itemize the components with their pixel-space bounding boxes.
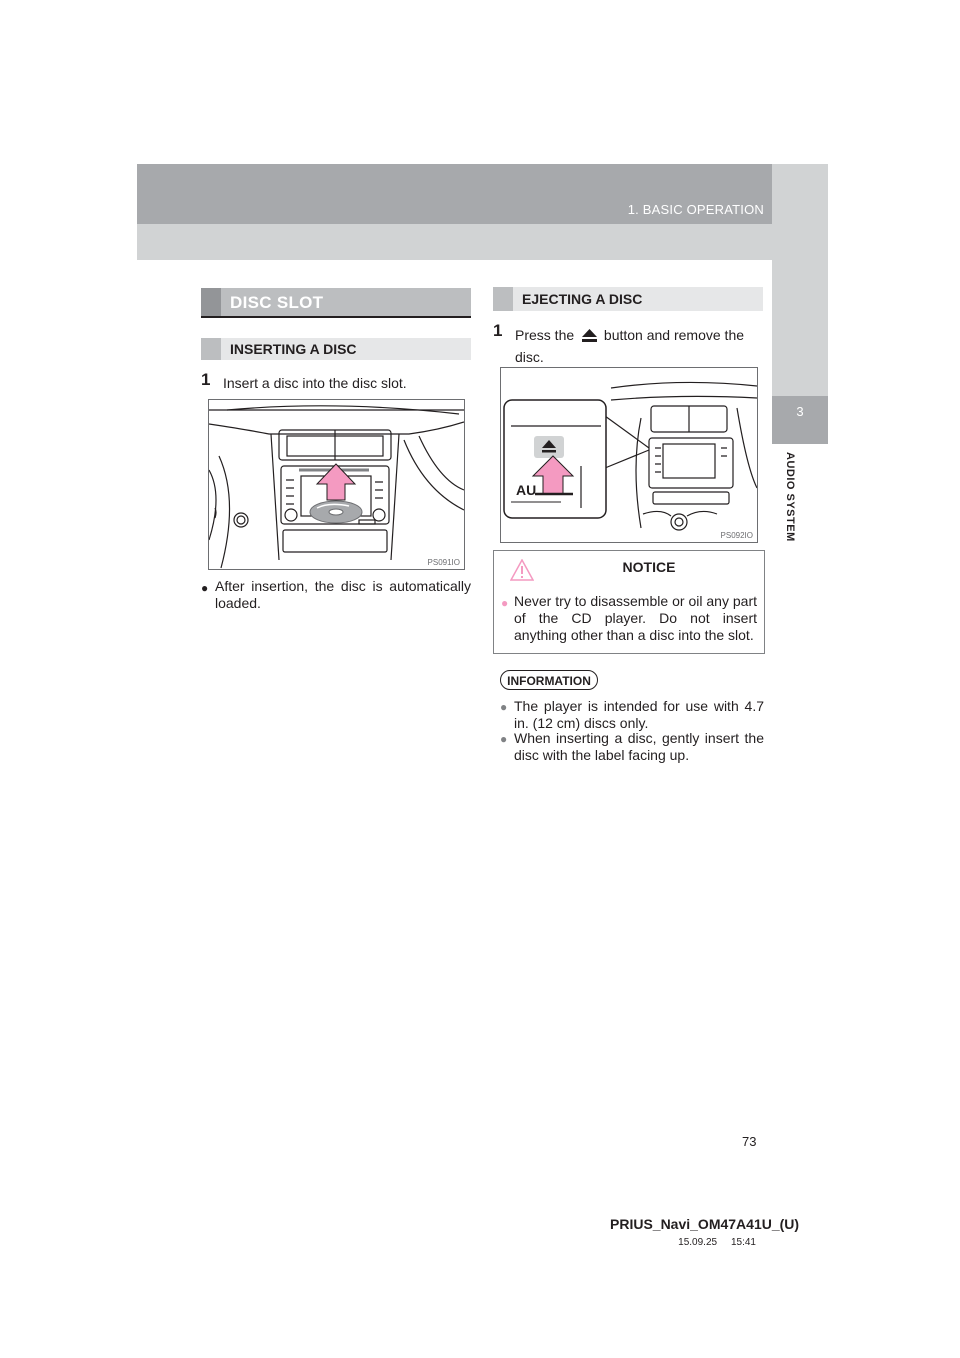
subsection-header-ejecting xyxy=(493,287,763,311)
info-bullet: ● xyxy=(500,732,508,746)
chapter-label: AUDIO SYSTEM xyxy=(784,452,796,542)
notice-item: Never try to disassemble or oil any part of the CD player. Do not insert anything other than a disc into the slot. xyxy=(514,593,757,643)
section-title: DISC SLOT xyxy=(230,293,324,312)
figure-insert-disc xyxy=(208,399,465,570)
section-header-disc-slot xyxy=(201,288,471,318)
figure-code: PS092IO xyxy=(720,531,753,540)
information-badge: INFORMATION xyxy=(500,670,598,690)
step-text-eject: Press the button and remove the disc. xyxy=(515,327,745,365)
side-tab-track xyxy=(772,164,828,396)
chapter-number: 3 xyxy=(796,404,804,419)
bullet-text: After insertion, the disc is automatically loaded. xyxy=(215,578,471,611)
page-number: 73 xyxy=(742,1134,757,1149)
dashboard-illustration xyxy=(209,400,464,569)
notice-box xyxy=(493,550,765,654)
subsection-title: INSERTING A DISC xyxy=(230,341,357,357)
bullet-marker: ● xyxy=(201,581,209,595)
subsection-header-inserting xyxy=(201,338,471,360)
header-subbar xyxy=(137,224,823,260)
info-bullet: ● xyxy=(500,700,508,714)
timestamp: 15.09.25 15:41 xyxy=(678,1237,756,1248)
step-number: 1 xyxy=(201,370,211,389)
notice-title: NOTICE xyxy=(622,559,676,575)
figure-code: PS091IO xyxy=(427,558,460,567)
eject-icon xyxy=(578,327,600,347)
document-id: PRIUS_Navi_OM47A41U_(U) xyxy=(610,1216,800,1232)
figure-button-label: AU xyxy=(516,482,537,498)
step-text: Insert a disc into the disc slot. xyxy=(223,375,407,391)
section-rule xyxy=(201,316,471,318)
figure-eject-disc xyxy=(500,367,758,543)
info-item-1: The player is intended for use with 4.7 in. (12 cm) discs only. xyxy=(514,698,764,731)
dashboard-eject-illustration xyxy=(501,368,757,542)
step-number: 1 xyxy=(493,321,503,340)
notice-bullet: ● xyxy=(501,596,509,610)
header-section-title: 1. BASIC OPERATION xyxy=(627,202,764,217)
subsection-title: EJECTING A DISC xyxy=(522,291,643,307)
info-item-2: When inserting a disc, gently insert the disc with the label facing up. xyxy=(514,730,764,763)
